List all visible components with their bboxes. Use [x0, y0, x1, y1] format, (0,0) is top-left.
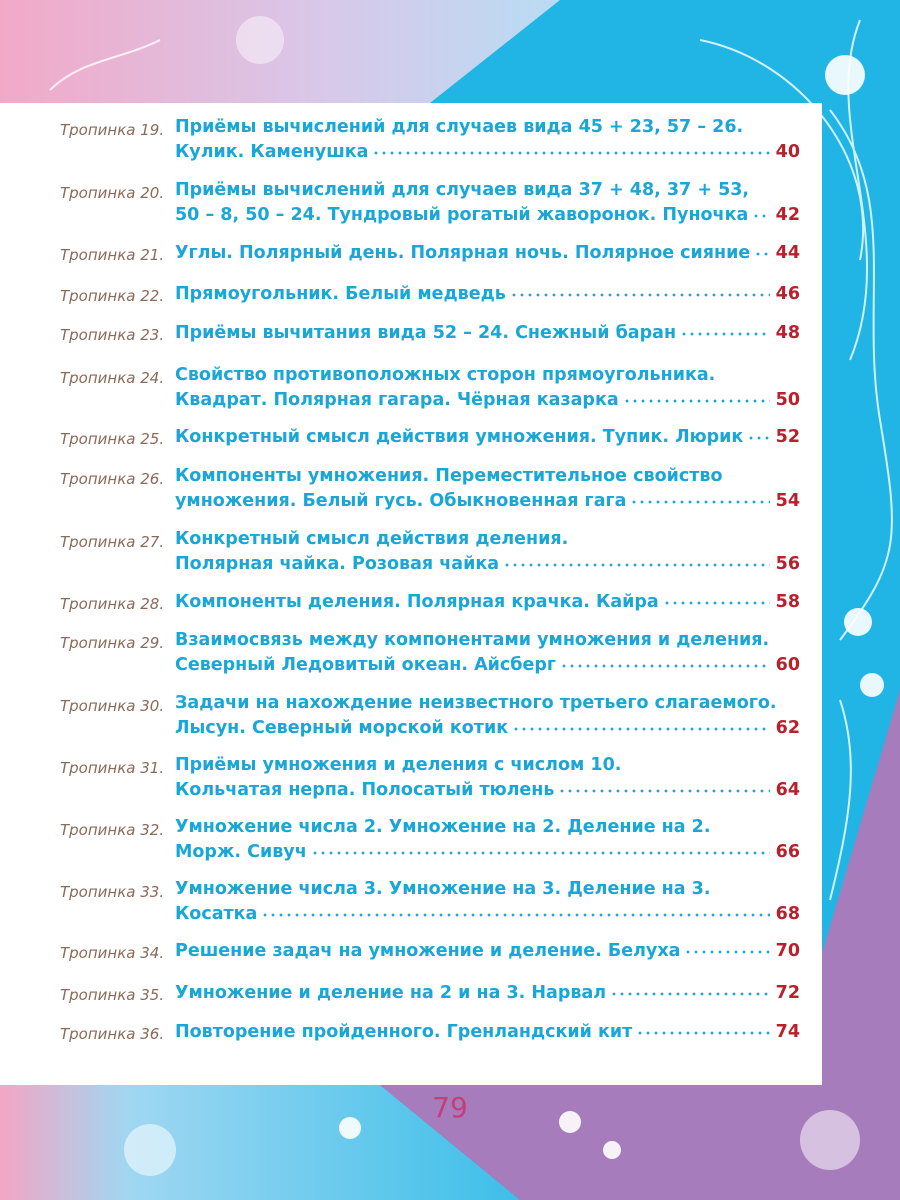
- toc-line: [175, 529, 800, 553]
- toc-page-ref: 40: [775, 142, 800, 162]
- toc-page-ref: 56: [775, 554, 800, 574]
- toc-title: Полярная чайка. Розовая чайка: [175, 554, 500, 574]
- toc-page-ref: 50: [775, 390, 800, 410]
- toc-line: [175, 591, 800, 615]
- toc-title: 50 – 8, 50 – 24. Тундровый рогатый жаворонок. Пуночка: [175, 205, 749, 225]
- toc-line: [175, 755, 800, 779]
- toc-line: [175, 490, 800, 514]
- toc-label: Тропинка 28.: [60, 595, 165, 613]
- leader-dots: [754, 242, 770, 258]
- toc-page-ref: 60: [775, 655, 800, 675]
- toc-title: Задачи на нахождение неизвестного третьего слагаемого.: [175, 693, 777, 713]
- toc-title: Повторение пройденного. Гренландский кит: [175, 1022, 633, 1042]
- toc-title: Кулик. Каменушка: [175, 142, 369, 162]
- toc-line: [175, 322, 800, 346]
- toc-page-ref: 70: [775, 941, 800, 961]
- toc-page-ref: 48: [775, 323, 800, 343]
- toc-label: Тропинка 23.: [60, 326, 165, 344]
- toc-page-ref: 44: [775, 243, 800, 263]
- toc-title: Компоненты умножения. Переместительное свойство: [175, 466, 723, 486]
- toc-page-ref: 68: [775, 904, 800, 924]
- toc-line: [175, 903, 800, 927]
- leader-dots: [663, 591, 770, 607]
- toc-label: Тропинка 19.: [60, 121, 165, 139]
- toc-line: [175, 717, 800, 741]
- leader-dots: [747, 426, 770, 442]
- toc-title: Северный Ледовитый океан. Айсберг: [175, 655, 557, 675]
- toc-page-ref: 64: [775, 780, 800, 800]
- toc-page-ref: 72: [775, 983, 800, 1003]
- toc-line: [175, 879, 800, 903]
- toc-title: Приёмы вычитания вида 52 – 24. Снежный баран: [175, 323, 677, 343]
- toc-line: [175, 693, 800, 717]
- toc-label: Тропинка 26.: [60, 470, 165, 488]
- toc-line: [175, 180, 800, 204]
- toc-title: умножения. Белый гусь. Обыкновенная гага: [175, 491, 627, 511]
- leader-dots: [558, 779, 770, 795]
- toc-page-ref: 42: [775, 205, 800, 225]
- toc-title: Свойство противоположных сторон прямоугольника.: [175, 365, 716, 385]
- toc-title: Умножение числа 2. Умножение на 2. Деление на 2.: [175, 817, 711, 837]
- toc-label: Тропинка 27.: [60, 533, 165, 551]
- toc-label: Тропинка 36.: [60, 1025, 165, 1043]
- toc-page-ref: 62: [775, 718, 800, 738]
- toc-line: [175, 1021, 800, 1045]
- toc-title: Умножение и деление на 2 и на 3. Нарвал: [175, 983, 607, 1003]
- toc-title: Приёмы вычислений для случаев вида 45 + 23, 57 – 26.: [175, 117, 744, 137]
- leader-dots: [752, 204, 770, 220]
- toc-line: [175, 553, 800, 577]
- toc-line: [175, 779, 800, 803]
- toc-label: Тропинка 20.: [60, 184, 165, 202]
- toc-title: Косатка: [175, 904, 258, 924]
- toc-title: Квадрат. Полярная гагара. Чёрная казарка: [175, 390, 619, 410]
- toc-label: Тропинка 22.: [60, 287, 165, 305]
- toc-title: Морж. Сивуч: [175, 842, 307, 862]
- toc-title: Взаимосвязь между компонентами умножения и деления.: [175, 630, 770, 650]
- toc-page-ref: 54: [775, 491, 800, 511]
- toc-line: [175, 204, 800, 228]
- toc-title: Приёмы умножения и деления с числом 10.: [175, 755, 622, 775]
- toc-title: Кольчатая нерпа. Полосатый тюлень: [175, 780, 555, 800]
- leader-dots: [680, 322, 770, 338]
- toc-line: [175, 466, 800, 490]
- toc-line: [175, 982, 800, 1006]
- leader-dots: [630, 490, 770, 506]
- leader-dots: [311, 841, 770, 857]
- leader-dots: [623, 389, 770, 405]
- toc-label: Тропинка 35.: [60, 986, 165, 1004]
- toc-title: Компоненты деления. Полярная крачка. Кайра: [175, 592, 659, 612]
- toc-title: Решение задач на умножение и деление. Белуха: [175, 941, 681, 961]
- toc-line: [175, 242, 800, 266]
- toc-line: [175, 630, 800, 654]
- toc-title: Лысун. Северный морской котик: [175, 718, 509, 738]
- leader-dots: [372, 141, 770, 157]
- toc-label: Тропинка 21.: [60, 246, 165, 264]
- toc-line: [175, 365, 800, 389]
- toc-page-ref: 52: [775, 427, 800, 447]
- toc-line: [175, 141, 800, 165]
- toc-title: Углы. Полярный день. Полярная ночь. Полярное сияние: [175, 243, 751, 263]
- leader-dots: [684, 940, 770, 956]
- toc-label: Тропинка 24.: [60, 369, 165, 387]
- toc-page-ref: 74: [775, 1022, 800, 1042]
- toc-title: Прямоугольник. Белый медведь: [175, 284, 506, 304]
- leader-dots: [610, 982, 770, 998]
- toc-label: Тропинка 29.: [60, 634, 165, 652]
- leader-dots: [636, 1021, 770, 1037]
- toc-title: Умножение числа 3. Умножение на 3. Деление на 3.: [175, 879, 711, 899]
- toc-label: Тропинка 31.: [60, 759, 165, 777]
- toc-line: [175, 654, 800, 678]
- leader-dots: [261, 903, 770, 919]
- toc-page-ref: 66: [775, 842, 800, 862]
- toc-label: Тропинка 30.: [60, 697, 165, 715]
- toc-line: [175, 817, 800, 841]
- leader-dots: [560, 654, 770, 670]
- toc-line: [175, 940, 800, 964]
- toc-line: [175, 389, 800, 413]
- toc-page-ref: 58: [775, 592, 800, 612]
- toc-line: [175, 283, 800, 307]
- page-number: 79: [432, 1091, 468, 1124]
- toc-label: Тропинка 25.: [60, 430, 165, 448]
- toc-title: Конкретный смысл действия деления.: [175, 529, 569, 549]
- toc-line: [175, 426, 800, 450]
- leader-dots: [512, 717, 770, 733]
- toc-label: Тропинка 34.: [60, 944, 165, 962]
- toc-label: Тропинка 32.: [60, 821, 165, 839]
- toc-page-ref: 46: [775, 284, 800, 304]
- toc-line: [175, 117, 800, 141]
- toc-title: Конкретный смысл действия умножения. Тупик. Люрик: [175, 427, 744, 447]
- leader-dots: [503, 553, 770, 569]
- toc-label: Тропинка 33.: [60, 883, 165, 901]
- toc-line: [175, 841, 800, 865]
- leader-dots: [510, 283, 770, 299]
- toc-title: Приёмы вычислений для случаев вида 37 + 48, 37 + 53,: [175, 180, 750, 200]
